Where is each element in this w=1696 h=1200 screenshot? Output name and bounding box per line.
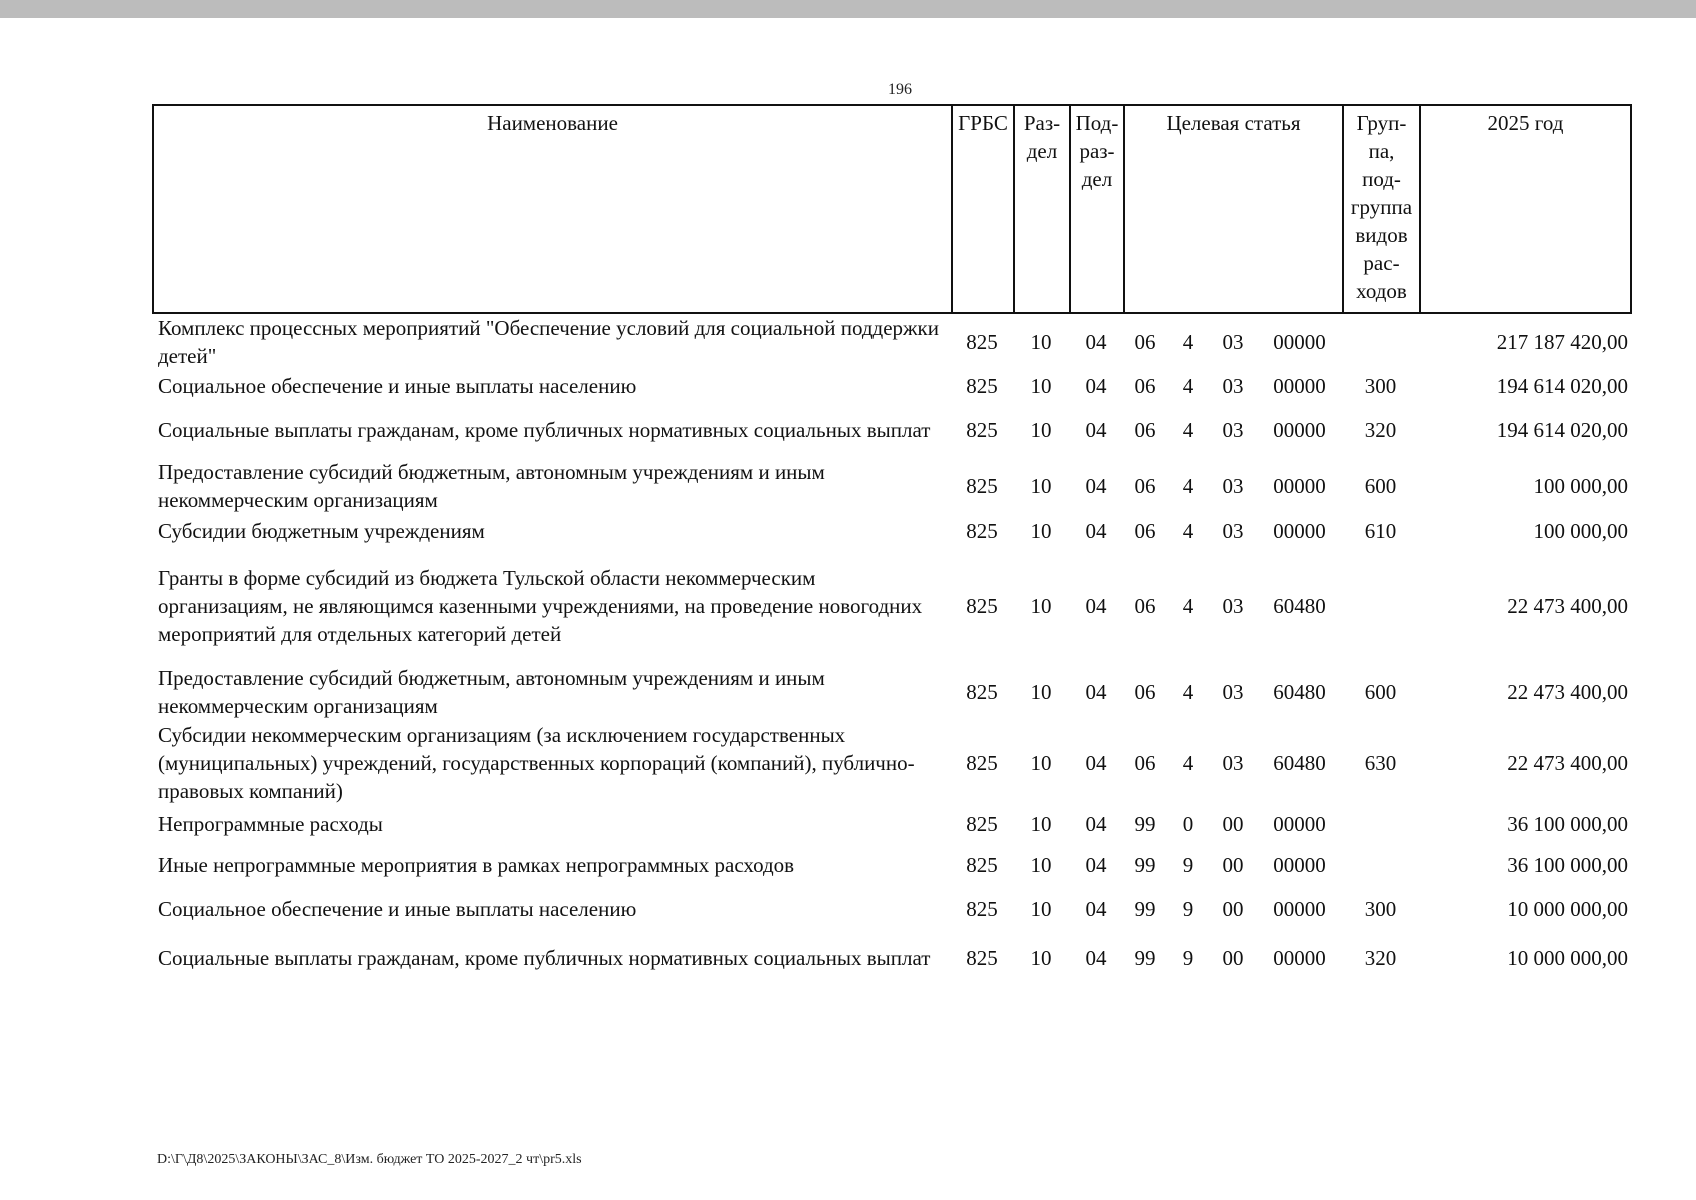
cell-t4: 00000 [1273, 474, 1326, 498]
cell-t2: 4 [1182, 519, 1194, 543]
cell-amount: 100 000,00 [1533, 474, 1628, 498]
header-name: Наименование [153, 105, 952, 313]
cell-vr [1342, 314, 1419, 370]
cell-t2: 4 [1182, 594, 1194, 618]
cell-name: Гранты в форме субсидий из бюджета Тульской области некоммерческим организациям, не являющимся казенными учреждениями, на проведение новогодних мероприятий для отдельных категорий детей [158, 566, 923, 646]
cell-t1: 06 [1134, 519, 1156, 543]
cell-pr: 04 [1085, 853, 1107, 877]
cell-t4: 60480 [1273, 680, 1326, 704]
cell-amount: 22 473 400,00 [1507, 751, 1628, 775]
header-year: 2025 год [1420, 105, 1631, 313]
cell-t3: 00 [1222, 946, 1244, 970]
cell-rz: 10 [1030, 330, 1052, 354]
cell-grbs: 825 [966, 418, 998, 442]
cell-pr: 04 [1085, 680, 1107, 704]
cell-t4: 00000 [1273, 897, 1326, 921]
cell-vr: 300 [1364, 374, 1397, 398]
cell-t3: 03 [1222, 330, 1244, 354]
cell-name: Социальное обеспечение и иные выплаты населению [158, 897, 637, 921]
cell-grbs: 825 [966, 519, 998, 543]
cell-t2: 4 [1182, 751, 1194, 775]
cell-t1: 99 [1134, 853, 1156, 877]
cell-t2: 9 [1182, 853, 1194, 877]
cell-rz: 10 [1030, 946, 1052, 970]
cell-amount: 194 614 020,00 [1496, 418, 1628, 442]
header-grbs: ГРБС [952, 105, 1014, 313]
cell-pr: 04 [1085, 594, 1107, 618]
cell-rz: 10 [1030, 897, 1052, 921]
cell-grbs: 825 [966, 594, 998, 618]
cell-name: Комплекс процессных мероприятий "Обеспечение условий для социальной поддержки детей" [158, 316, 939, 368]
cell-amount: 10 000 000,00 [1507, 946, 1628, 970]
cell-name: Предоставление субсидий бюджетным, автономным учреждениям и иным некоммерческим организациям [158, 460, 825, 512]
cell-rz: 10 [1030, 680, 1052, 704]
cell-pr: 04 [1085, 330, 1107, 354]
cell-vr: 320 [1364, 946, 1397, 970]
cell-t2: 4 [1182, 374, 1194, 398]
cell-name: Социальное обеспечение и иные выплаты населению [158, 374, 637, 398]
header-group: Груп- па, под- группа видов рас- ходов [1343, 105, 1420, 313]
cell-t3: 03 [1222, 519, 1244, 543]
cell-amount: 194 614 020,00 [1496, 374, 1628, 398]
cell-t1: 99 [1134, 946, 1156, 970]
cell-pr: 04 [1085, 897, 1107, 921]
cell-amount: 36 100 000,00 [1507, 853, 1628, 877]
cell-rz: 10 [1030, 519, 1052, 543]
cell-name: Предоставление субсидий бюджетным, автономным учреждениям и иным некоммерческим организациям [158, 666, 825, 718]
table-row [152, 720, 1630, 806]
cell-t3: 03 [1222, 751, 1244, 775]
cell-grbs: 825 [966, 751, 998, 775]
cell-t3: 00 [1222, 812, 1244, 836]
cell-t4: 00000 [1273, 330, 1326, 354]
cell-t4: 00000 [1273, 812, 1326, 836]
cell-rz: 10 [1030, 594, 1052, 618]
cell-amount: 36 100 000,00 [1507, 812, 1628, 836]
cell-rz: 10 [1030, 751, 1052, 775]
cell-vr: 600 [1364, 474, 1397, 498]
cell-t1: 06 [1134, 751, 1156, 775]
cell-t4: 60480 [1273, 751, 1326, 775]
cell-pr: 04 [1085, 946, 1107, 970]
cell-vr [1342, 842, 1419, 888]
cell-t2: 4 [1182, 474, 1194, 498]
cell-vr: 600 [1364, 680, 1397, 704]
cell-grbs: 825 [966, 897, 998, 921]
cell-grbs: 825 [966, 374, 998, 398]
cell-pr: 04 [1085, 751, 1107, 775]
cell-t1: 06 [1134, 680, 1156, 704]
cell-name: Социальные выплаты гражданам, кроме публичных нормативных социальных выплат [158, 418, 931, 442]
scan-edge-bar [0, 0, 1696, 18]
cell-amount: 10 000 000,00 [1507, 897, 1628, 921]
cell-vr [1342, 806, 1419, 842]
cell-grbs: 825 [966, 946, 998, 970]
cell-t1: 06 [1134, 418, 1156, 442]
cell-t3: 03 [1222, 418, 1244, 442]
cell-amount: 22 473 400,00 [1507, 680, 1628, 704]
table-row [152, 548, 1630, 664]
table-body [152, 314, 1630, 986]
cell-t3: 03 [1222, 474, 1244, 498]
page-number: 196 [888, 81, 912, 98]
cell-t3: 03 [1222, 374, 1244, 398]
cell-grbs: 825 [966, 474, 998, 498]
table-row [152, 888, 1630, 930]
cell-t4: 60480 [1273, 594, 1326, 618]
cell-t1: 99 [1134, 812, 1156, 836]
cell-pr: 04 [1085, 374, 1107, 398]
table-row [152, 370, 1630, 402]
cell-t4: 00000 [1273, 374, 1326, 398]
cell-amount: 22 473 400,00 [1507, 594, 1628, 618]
cell-t1: 06 [1134, 594, 1156, 618]
cell-pr: 04 [1085, 812, 1107, 836]
cell-grbs: 825 [966, 330, 998, 354]
table-row [152, 402, 1630, 458]
cell-vr: 630 [1364, 751, 1397, 775]
cell-name: Непрограммные расходы [158, 812, 383, 836]
cell-t1: 06 [1134, 474, 1156, 498]
cell-rz: 10 [1030, 812, 1052, 836]
cell-rz: 10 [1030, 374, 1052, 398]
cell-name: Социальные выплаты гражданам, кроме публичных нормативных социальных выплат [158, 946, 931, 970]
cell-vr [1342, 548, 1419, 664]
cell-grbs: 825 [966, 680, 998, 704]
cell-t2: 4 [1182, 418, 1194, 442]
cell-rz: 10 [1030, 418, 1052, 442]
cell-t4: 00000 [1273, 418, 1326, 442]
table-header [152, 104, 1632, 314]
cell-t3: 03 [1222, 680, 1244, 704]
header-target: Целевая статья [1124, 105, 1343, 313]
cell-t2: 9 [1182, 897, 1194, 921]
cell-rz: 10 [1030, 474, 1052, 498]
cell-grbs: 825 [966, 812, 998, 836]
table-row [152, 930, 1630, 986]
cell-name: Субсидии бюджетным учреждениям [158, 519, 485, 543]
cell-t2: 0 [1182, 812, 1194, 836]
cell-t2: 4 [1182, 680, 1194, 704]
cell-vr: 610 [1364, 519, 1397, 543]
cell-pr: 04 [1085, 519, 1107, 543]
cell-t4: 00000 [1273, 946, 1326, 970]
cell-t1: 06 [1134, 330, 1156, 354]
cell-name: Субсидии некоммерческим организациям (за исключением государственных (муниципальных) учреждений, государственных корпораций (компаний), публично-правовых компаний) [158, 723, 915, 803]
cell-vr: 320 [1364, 418, 1397, 442]
cell-name: Иные непрограммные мероприятия в рамках непрограммных расходов [158, 853, 795, 877]
cell-pr: 04 [1085, 418, 1107, 442]
cell-t3: 03 [1222, 594, 1244, 618]
table-row [152, 514, 1630, 548]
cell-t2: 9 [1182, 946, 1194, 970]
cell-vr: 300 [1364, 897, 1397, 921]
table-row [152, 664, 1630, 720]
cell-t1: 06 [1134, 374, 1156, 398]
cell-t3: 00 [1222, 897, 1244, 921]
cell-t1: 99 [1134, 897, 1156, 921]
cell-t4: 00000 [1273, 853, 1326, 877]
file-path-footer: D:\Г\Д8\2025\ЗАКОНЫ\ЗАС_8\Изм. бюджет ТО 2025-2027_2 чт\pr5.xls [157, 1152, 582, 1167]
header-podrazdel: Под- раз- дел [1070, 105, 1124, 313]
cell-t2: 4 [1182, 330, 1194, 354]
cell-t4: 00000 [1273, 519, 1326, 543]
table-row [152, 806, 1630, 842]
cell-amount: 100 000,00 [1533, 519, 1628, 543]
header-razdel: Раз- дел [1014, 105, 1070, 313]
cell-rz: 10 [1030, 853, 1052, 877]
table-row [152, 842, 1630, 888]
cell-grbs: 825 [966, 853, 998, 877]
cell-pr: 04 [1085, 474, 1107, 498]
cell-t3: 00 [1222, 853, 1244, 877]
table-row [152, 458, 1630, 514]
cell-amount: 217 187 420,00 [1496, 330, 1628, 354]
table-row [152, 314, 1630, 370]
